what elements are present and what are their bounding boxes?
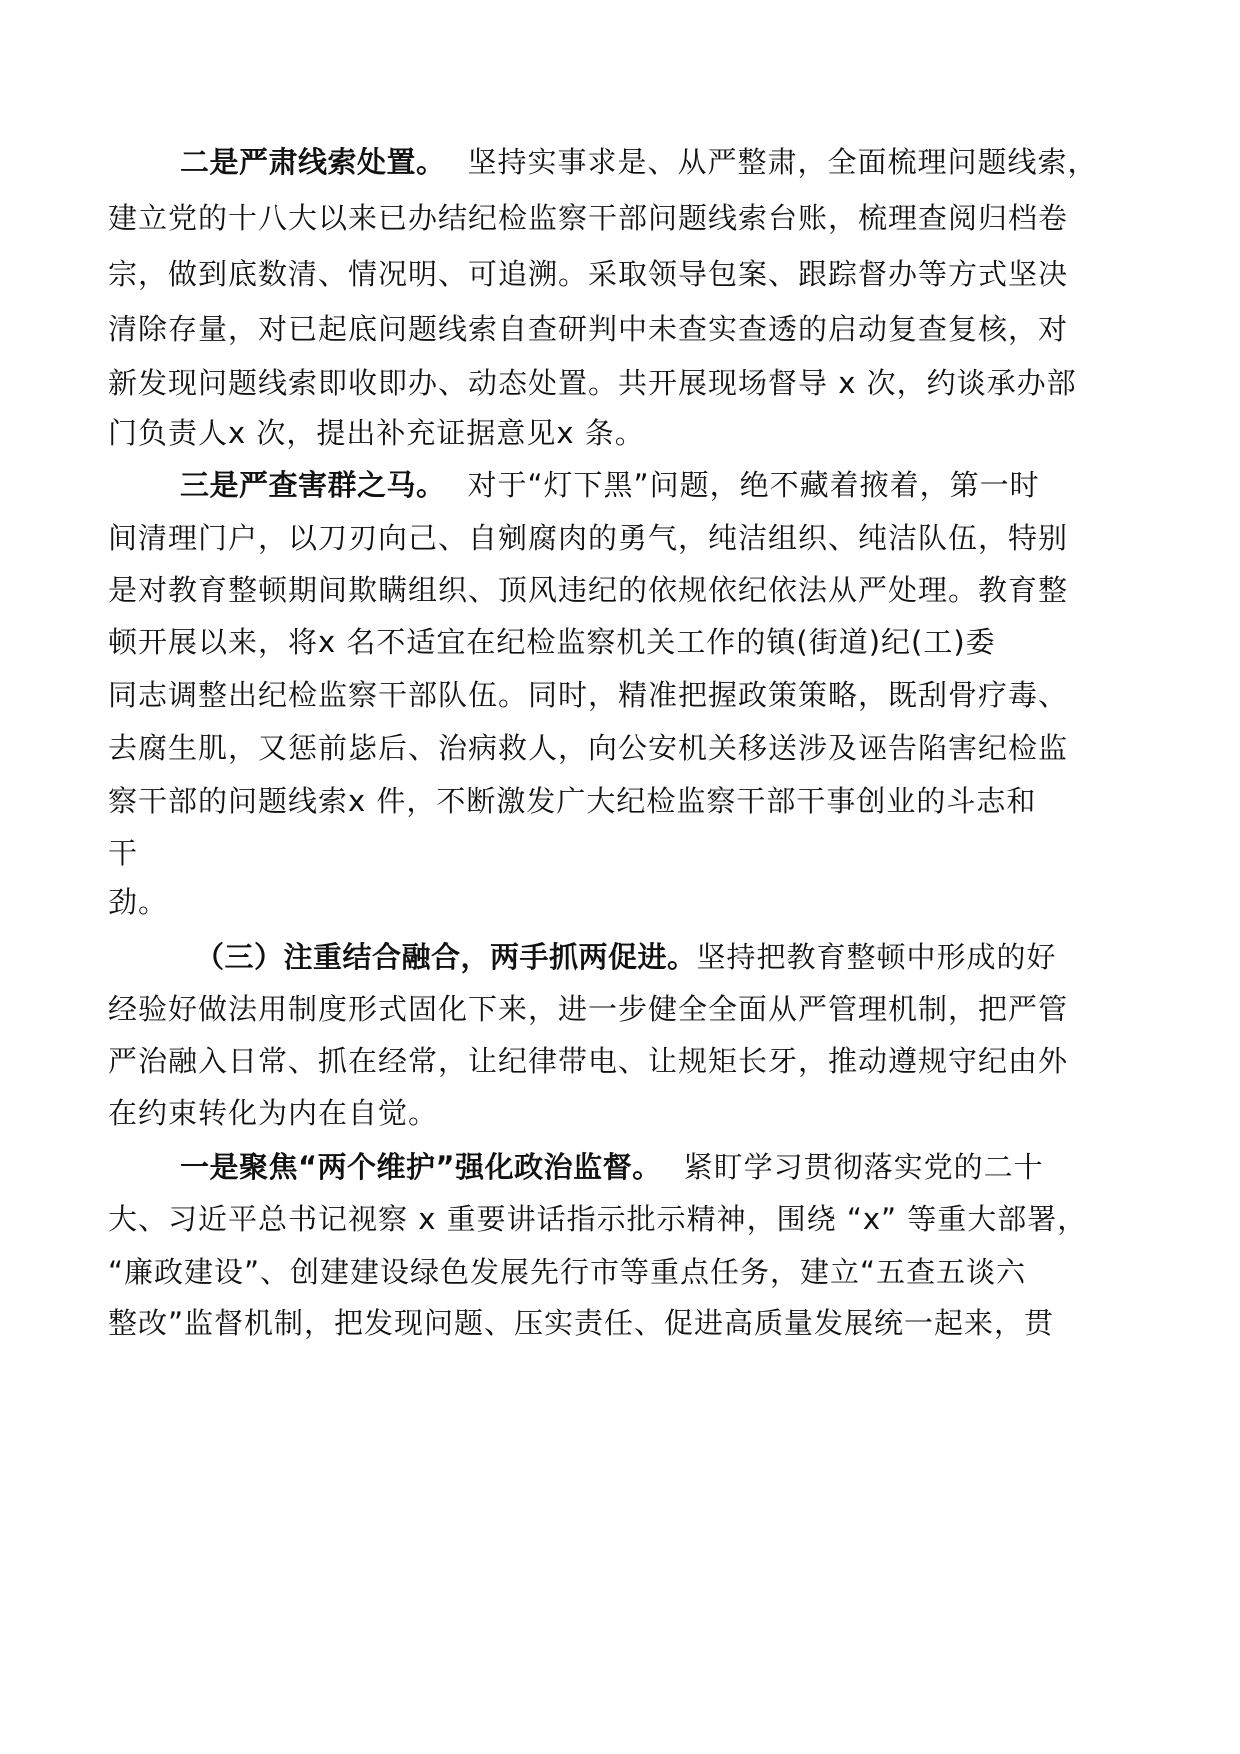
paragraph-2-line-7: 察干部的问题线索x 件，不断激发广大纪检监察干部干事创业的斗志和 [108, 784, 1037, 818]
paragraph-4-line-1 [180, 1147, 1044, 1187]
paragraph-2-line-3: 是对教育整顿期间欺瞒组织、顶风违纪的依规依纪依法从严处理。教育整 [108, 573, 1069, 607]
paragraph-1-line-5: 新发现问题线索即收即办、动态处置。共开展现场督导 x 次，约谈承办部 [108, 366, 1077, 400]
paragraph-1-line-6: 门负责人x 次，提出补充证据意见x 条。 [108, 416, 645, 450]
paragraph-2-line-1 [180, 465, 1040, 505]
paragraph-2-line-2: 间清理门户，以刀刃向己、自剜腐肉的勇气，纯洁组织、纯洁队伍，特别 [108, 521, 1069, 555]
paragraph-2-line-8: 干 [108, 836, 139, 870]
paragraph-1-line-3: 宗，做到底数清、情况明、可追溯。采取领导包案、跟踪督办等方式坚决 [108, 257, 1069, 291]
section-heading: （三）注重结合融合，两手抓两促进。 [195, 940, 697, 974]
paragraph-4-line-4: 整改”监督机制，把发现问题、压实责任、促进高质量发展统一起来，贯 [108, 1306, 1055, 1340]
paragraph-1-text: 坚持实事求是、从严整肃，全面梳理问题线索， [467, 145, 1098, 179]
paragraph-1-line-1 [180, 142, 1098, 182]
paragraph-4-text: 紧盯学习贯彻落实党的二十 [683, 1150, 1044, 1184]
paragraph-2-line-9: 劲。 [108, 885, 169, 919]
paragraph-2-lead: 三是严查害群之马。 [180, 468, 446, 502]
paragraph-1-line-4: 清除存量，对已起底问题线索自查研判中未查实查透的启动复查复核，对 [108, 312, 1069, 346]
paragraph-4-lead: 一是聚焦“两个维护”强化政治监督。 [180, 1150, 662, 1184]
paragraph-4-line-2: 大、习近平总书记视察 x 重要讲话指示批示精神，围绕 “x” 等重大部署， [108, 1202, 1088, 1236]
paragraph-4-line-3: “廉政建设”、创建建设绿色发展先行市等重点任务，建立“五查五谈六 [108, 1255, 1027, 1289]
paragraph-3-line-1 [195, 937, 1057, 977]
paragraph-3-line-3: 严治融入日常、抓在经常，让纪律带电、让规矩长牙，推动遵规守纪由外 [108, 1044, 1069, 1078]
paragraph-1-line-2: 建立党的十八大以来已办结纪检监察干部问题线索台账，梳理查阅归档卷 [108, 201, 1069, 235]
paragraph-2-line-5: 同志调整出纪检监察干部队伍。同时，精准把握政策策略，既刮骨疗毒、 [108, 678, 1069, 712]
paragraph-3-line-2: 经验好做法用制度形式固化下来，进一步健全全面从严管理机制，把严管 [108, 992, 1069, 1026]
paragraph-2-text: 对于“灯下黑”问题，绝不藏着掖着，第一时 [467, 468, 1040, 502]
paragraph-2-line-4: 顿开展以来，将x 名不适宜在纪检监察机关工作的镇(街道)纪(工)委 [108, 625, 996, 659]
paragraph-3-line-4: 在约束转化为内在自觉。 [108, 1096, 439, 1130]
paragraph-1-lead: 二是严肃线索处置。 [180, 145, 446, 179]
paragraph-3-text: 坚持把教育整顿中形成的好 [696, 940, 1057, 974]
paragraph-2-line-6: 去腐生肌，又惩前毖后、治病救人，向公安机关移送涉及诬告陷害纪检监 [108, 731, 1069, 765]
